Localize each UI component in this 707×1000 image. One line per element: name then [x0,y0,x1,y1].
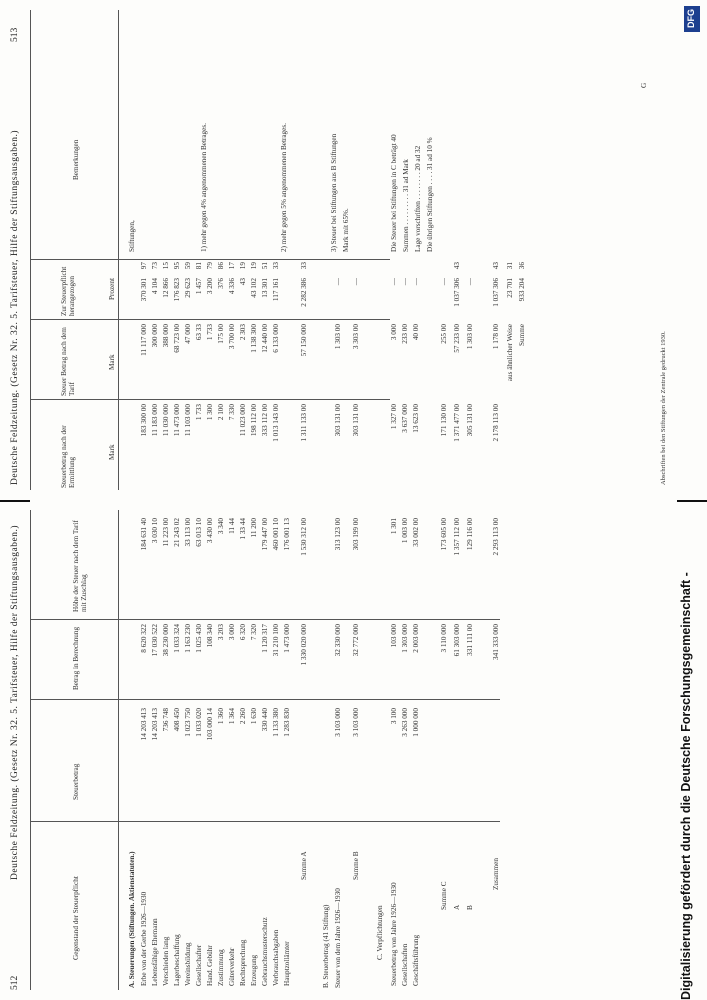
left-summe-a-v2: 1 330 020 000 [300,624,308,666]
left-row-v2: 17 030 522 [151,624,159,657]
left-row-label: Verschieden lang [162,936,170,986]
left-total-v3: 1 357 112 00 [453,518,461,556]
left-section-b: B. Steuerbetrag (41 Stiftung) [322,904,330,988]
right-row-c-v1: 1 327 00 [390,404,398,430]
right-row-v2: 47 000 [184,324,192,344]
right-total-v3: 1 037 306 [453,278,461,307]
left-row-c-v1: 1 000 000 [412,708,420,737]
left-row-v1: 408 450 [173,708,181,732]
right-remark: 1) mehr gegen 4% angenommenen Betrages. [200,123,208,252]
left-row-b-label: Steuer von dem Jahre 1926—1930 [334,888,342,988]
right-row-v2: 175 00 [217,324,225,344]
right-top-rule [30,10,31,490]
right-remark: Stiftungen, [128,220,136,252]
right-row-v1: 7 330 [228,404,236,421]
right-row-v3: 1 457 [195,278,203,295]
left-grand-v2: 341 333 000 [492,624,500,660]
right-row-p: 15 [162,262,170,270]
right-row-c-v3: — [390,278,398,286]
right-grand-v1: 2 178 113 00 [492,404,500,442]
right-total-v1: 171 130 00 [440,404,448,437]
left-row-v2: 8 620 322 [140,624,148,653]
right-summe-a-v1: 1 311 133 00 [300,404,308,442]
right-row-v2: 1 138 300 [250,324,258,353]
right-col-header-4: Bemerkungen [72,139,80,180]
right-summe-a-p: 33 [300,262,308,270]
right-row-c-v1: 3 637 000 [401,404,409,433]
right-row-v2: 12 440 00 [261,324,269,353]
left-row-c-v2: 103 000 [390,624,398,648]
left-col-header-2: Steuerbetrag [72,763,80,800]
right-col-header-2: Steuer Betrag nach dem Tarif [60,327,76,396]
left-section-c: C. Verpflichtungen [376,905,384,960]
right-row-v3: 29 623 [184,278,192,298]
left-row-label: Gesellschafter [195,944,203,986]
left-row-v1: 1 283 830 [283,708,291,737]
left-row-label: Verbrauchsabgaben [272,929,280,986]
left-summe-b-v1: 3 103 000 [352,708,360,737]
right-row-c-v2: 3 000 [390,324,398,341]
right-unit-3: Prozent [108,278,116,300]
dfg-logo [684,6,700,32]
left-row-v1: 1 360 [217,708,225,725]
left-row-v1: 14 203 413 [140,708,148,741]
left-row-label: Vereinsbildung [184,942,192,986]
left-row-c-label: Geschäftsführung [412,934,420,986]
right-row-v3: 12 866 [162,278,170,298]
right-row-p: 51 [261,262,269,270]
right-row-v1: 11 023 000 [239,404,247,437]
left-row-v1: 1 630 [250,708,258,725]
left-row-v2: 3 000 [228,624,236,641]
left-row-v1: 2 260 [239,708,247,725]
left-top-rule [30,510,31,990]
right-remark: 2) mehr gegen 5% angenommenen Betrages. [280,123,288,252]
left-row-v2: 38 230 000 [162,624,170,657]
right-total-v1: 1 371 477 00 [453,404,461,442]
right-grand-extra-v3: 933 204 [518,278,526,302]
left-row-v1: 1 033 020 [195,708,203,737]
right-row-p: 79 [206,262,214,270]
left-row-c-v3: 33 002 00 [412,518,420,547]
right-row-v1: 333 112 00 [261,404,269,437]
right-row-b-v2: 1 303 00 [334,324,342,350]
right-row-c-v3: — [401,278,409,286]
right-summe-a-v3: 2 282 386 [300,278,308,307]
left-row-v1: 330 440 [261,708,269,732]
right-row-p: 73 [151,262,159,270]
right-grand-p: 43 [492,262,500,270]
left-row-v2: 1 163 230 [184,624,192,653]
right-row-p: 95 [173,262,181,270]
right-row-v2: 6 133 000 [272,324,280,353]
left-row-c-v3: 1 301 [390,518,398,535]
right-row-p: 59 [184,262,192,270]
right-col-rule-3 [30,259,390,260]
left-col-rule-2 [30,699,500,700]
right-col-header-3: Zur Steuerpflicht herangezogen [60,266,76,316]
right-row-v2: 2 303 [239,324,247,341]
right-total-v3: — [440,278,448,286]
right-summe-a-v2: 57 150 000 [300,324,308,357]
right-row-v1: 1 733 [195,404,203,421]
left-row-v2: 1 025 430 [195,624,203,653]
right-row-v1: 2 100 [217,404,225,421]
right-row-v1: 1 013 143 00 [272,404,280,442]
right-grand-extra-v2: Summe [518,324,526,346]
right-row-v2: 388 000 [162,324,170,348]
right-row-v1: 198 112 00 [250,404,258,437]
right-row-v3: 4 336 [228,278,236,295]
left-row-v3: 11 44 [228,518,236,534]
right-col-header-1: Steuerbetrag nach der Ermittlung [60,425,76,488]
left-row-c-v2: 1 303 000 [401,624,409,653]
left-row-v2: 1 473 000 [283,624,291,653]
left-row-c-label: Gesellschaften [401,943,409,986]
right-summe-b-v3: — [352,278,360,286]
left-running-head: Deutsche Feldzeitung. (Gesetz Nr. 32. 5. Tarifsteuer, Hilfe der Stiftungsausgaben.) [10,524,20,880]
right-remark: Mark mit 65%. [342,208,350,252]
right-row-p: 33 [272,262,280,270]
right-row-v3: 4 104 [151,278,159,295]
right-unit-1: Mark [108,444,116,460]
left-col-rule-3 [30,619,500,620]
right-col-rule-2 [30,319,390,320]
right-row-p: 97 [140,262,148,270]
left-row-v3: 460 001 10 [272,518,280,551]
dfg-watermark-text: Digitalisierung gefördert durch die Deutsche Forschungsgemeinschaft - [679,572,693,1000]
right-total-p: 43 [453,262,461,270]
left-summe-a-v3: 1 530 312 00 [300,518,308,556]
right-row-v3: 117 161 [272,278,280,302]
left-total-v2: 61 303 000 [453,624,461,657]
right-row-v1: 11 473 000 [173,404,181,437]
right-grand-v2: 1 178 00 [492,324,500,350]
left-total-v2: 3 110 000 [440,624,448,653]
left-row-label: Güterverkehr [228,947,236,986]
right-remark: Summen . . . . . . . . . 31 ad Mark [402,159,410,252]
left-row-b-v1: 3 103 000 [334,708,342,737]
left-total-label: Summe C [440,881,448,910]
right-row-v3: 43 [239,278,247,286]
left-section-a: A. Steuerungen (Stiftungen. Aktienstatuten.) [128,851,136,988]
left-row-v2: 3 203 [217,624,225,641]
left-header-rule [118,510,119,990]
right-row-b-v3: — [334,278,342,286]
left-summe-b-v2: 32 772 000 [352,624,360,657]
left-page-number: 512 [10,975,20,990]
right-page-number: 513 [10,27,20,42]
left-summe-b-label: Summe B [352,851,360,880]
dfg-watermark [676,0,704,1000]
dfg-logo-text: DFG [686,9,696,28]
right-header-rule [118,10,119,490]
right-row-v2: 63 33 [195,324,203,341]
right-row-v2: 1 733 [206,324,214,341]
left-row-label: Lagerbeschaffung [173,934,181,986]
left-col-rule-1 [30,821,500,822]
right-row-p: 19 [250,262,258,270]
left-row-c-v3: 1 003 00 [401,518,409,544]
right-total-v3: — [466,278,474,286]
right-row-p: 81 [195,262,203,270]
left-row-v3: 21 243 02 [173,518,181,547]
right-remark: 3) Steuer bei Stiftungen aus B Stiftungen [330,133,338,252]
right-row-v1: 183 300 00 [140,404,148,437]
left-row-v3: 1 33 44 [239,518,247,540]
right-row-v1: 11 030 000 [162,404,170,437]
left-row-v1: 14 203 413 [151,708,159,741]
right-row-v1: 1 300 [206,404,214,421]
left-summe-a-label: Summe A [300,851,308,880]
right-row-v3: 176 823 [173,278,181,302]
right-row-v2: 11 117 000 [140,324,148,356]
left-row-v2: 6 320 [239,624,247,641]
left-row-label: Hand. Gebühr [206,945,214,986]
left-row-v2: 1 120 317 [261,624,269,653]
left-row-v3: 3 430 00 [206,518,214,544]
left-grand-label: Zusammen [492,858,500,890]
right-remark: Lage vorschriften . . . . . . . . 20 ad 32 [414,145,422,252]
left-row-v3: 3 030 10 [151,518,159,544]
gutter-mark-top [0,500,30,502]
right-row-v3: 13 301 [261,278,269,298]
right-unit-2: Mark [108,354,116,370]
left-col-header-3: Betrag in Berechnung [72,626,80,690]
right-grand-extra-v3: 23 701 [506,278,514,298]
right-row-c-v2: 233 00 [401,324,409,344]
left-row-c-v2: 2 003 000 [412,624,420,653]
right-row-v2: 68 723 00 [173,324,181,353]
left-row-label: Rechtsprechung [239,939,247,986]
left-row-v1: 103 000 14 [206,708,214,741]
right-remark: Die übrigen Stiftungen . . . . 31 ad 10 % [426,137,434,252]
left-row-v1: 1 133 380 [272,708,280,737]
left-row-label: Gebrauchsmusterschutz [261,917,269,986]
right-grand-extra-p: 36 [518,262,526,270]
left-row-v3: 179 447 00 [261,518,269,551]
right-row-v3: 3 200 [206,278,214,295]
right-corner-mark: G [640,82,648,88]
right-row-v1: 11 103 000 [184,404,192,437]
left-row-v2: 7 320 [250,624,258,641]
right-grand-extra-v2: aus ähnlicher Weise [506,324,514,382]
right-total-v2: 57 233 00 [453,324,461,353]
left-row-v3: 33 113 00 [184,518,192,547]
left-total-v2: 331 111 00 [466,624,474,656]
left-total-label: B [466,905,474,910]
right-row-b-v1: 303 131 00 [334,404,342,437]
left-row-v3: 176 001 13 [283,518,291,551]
left-row-b-v3: 313 123 00 [334,518,342,551]
right-row-p: 17 [228,262,236,270]
left-grand-v3: 2 293 113 00 [492,518,500,556]
left-row-c-v1: 3 263 000 [401,708,409,737]
left-row-v2: 31 210 100 [272,624,280,657]
right-total-v2: 1 303 00 [466,324,474,350]
right-summe-b-v2: 3 303 00 [352,324,360,350]
left-row-v3: 11 223 00 [162,518,170,547]
left-row-label: Erbe von der Gerbe 1926—1930 [140,891,148,986]
right-row-v1: 11 183 000 [151,404,159,437]
right-col-rule-1 [30,399,390,400]
right-grand-v3: 1 037 306 [492,278,500,307]
right-row-c-v2: 40 00 [412,324,420,341]
right-row-v3: 376 [217,278,225,289]
left-row-v3: 63 013 10 [195,518,203,547]
left-row-c-v1: 3 100 [390,708,398,725]
right-footnote: Abschriften bei den Stiftungen der Zentrale gedruckt 1930. [660,331,667,485]
right-row-c-v3: — [412,278,420,286]
right-row-v3: 370 301 [140,278,148,302]
left-row-v1: 736 748 [162,708,170,732]
right-summe-b-v1: 303 131 00 [352,404,360,437]
left-col-header-4: Höhe der Steuer nach dem Tarif mit Zuschlag [72,520,88,612]
left-row-v2: 1 033 324 [173,624,181,653]
left-total-v3: 129 116 00 [466,518,474,551]
left-row-v1: 1 023 750 [184,708,192,737]
left-row-label: Erzeugung [250,954,258,986]
right-row-v3: 43 102 [250,278,258,298]
left-row-v3: 184 631 40 [140,518,148,551]
left-row-label: Zustimmung [217,949,225,986]
left-row-v3: 11 200 [250,518,258,538]
right-row-p: 86 [217,262,225,270]
right-row-v2: 3 700 00 [228,324,236,350]
right-row-p: 19 [239,262,247,270]
right-row-v2: 300 000 [151,324,159,348]
left-row-v1: 1 364 [228,708,236,725]
right-running-head: Deutsche Feldzeitung. (Gesetz Nr. 32. 5. Tarifsteuer, Hilfe der Stiftungsausgaben.) [10,129,20,485]
left-total-v3: 173 605 00 [440,518,448,551]
right-row-c-v1: 13 623 00 [412,404,420,433]
left-row-label: Lebensfähige Ehemann [151,918,159,986]
right-total-v1: 305 131 00 [466,404,474,437]
right-grand-extra-p: 31 [506,262,514,270]
right-remark: Die Steuer bei Stiftungen in C beträgt 40 [390,134,398,252]
left-row-c-label: Steuerbetrag von Jahre 1926—1930 [390,882,398,986]
left-summe-b-v3: 303 199 00 [352,518,360,551]
left-row-label: Hauptzollämter [283,941,291,986]
left-row-b-v2: 32 330 000 [334,624,342,657]
right-total-v2: 255 00 [440,324,448,344]
left-row-v3: 3 340 [217,518,225,535]
left-col-header-1: Gegenstand der Steuerpflicht [72,876,80,960]
left-total-label: A [453,904,461,910]
left-row-v2: 108 340 [206,624,214,648]
